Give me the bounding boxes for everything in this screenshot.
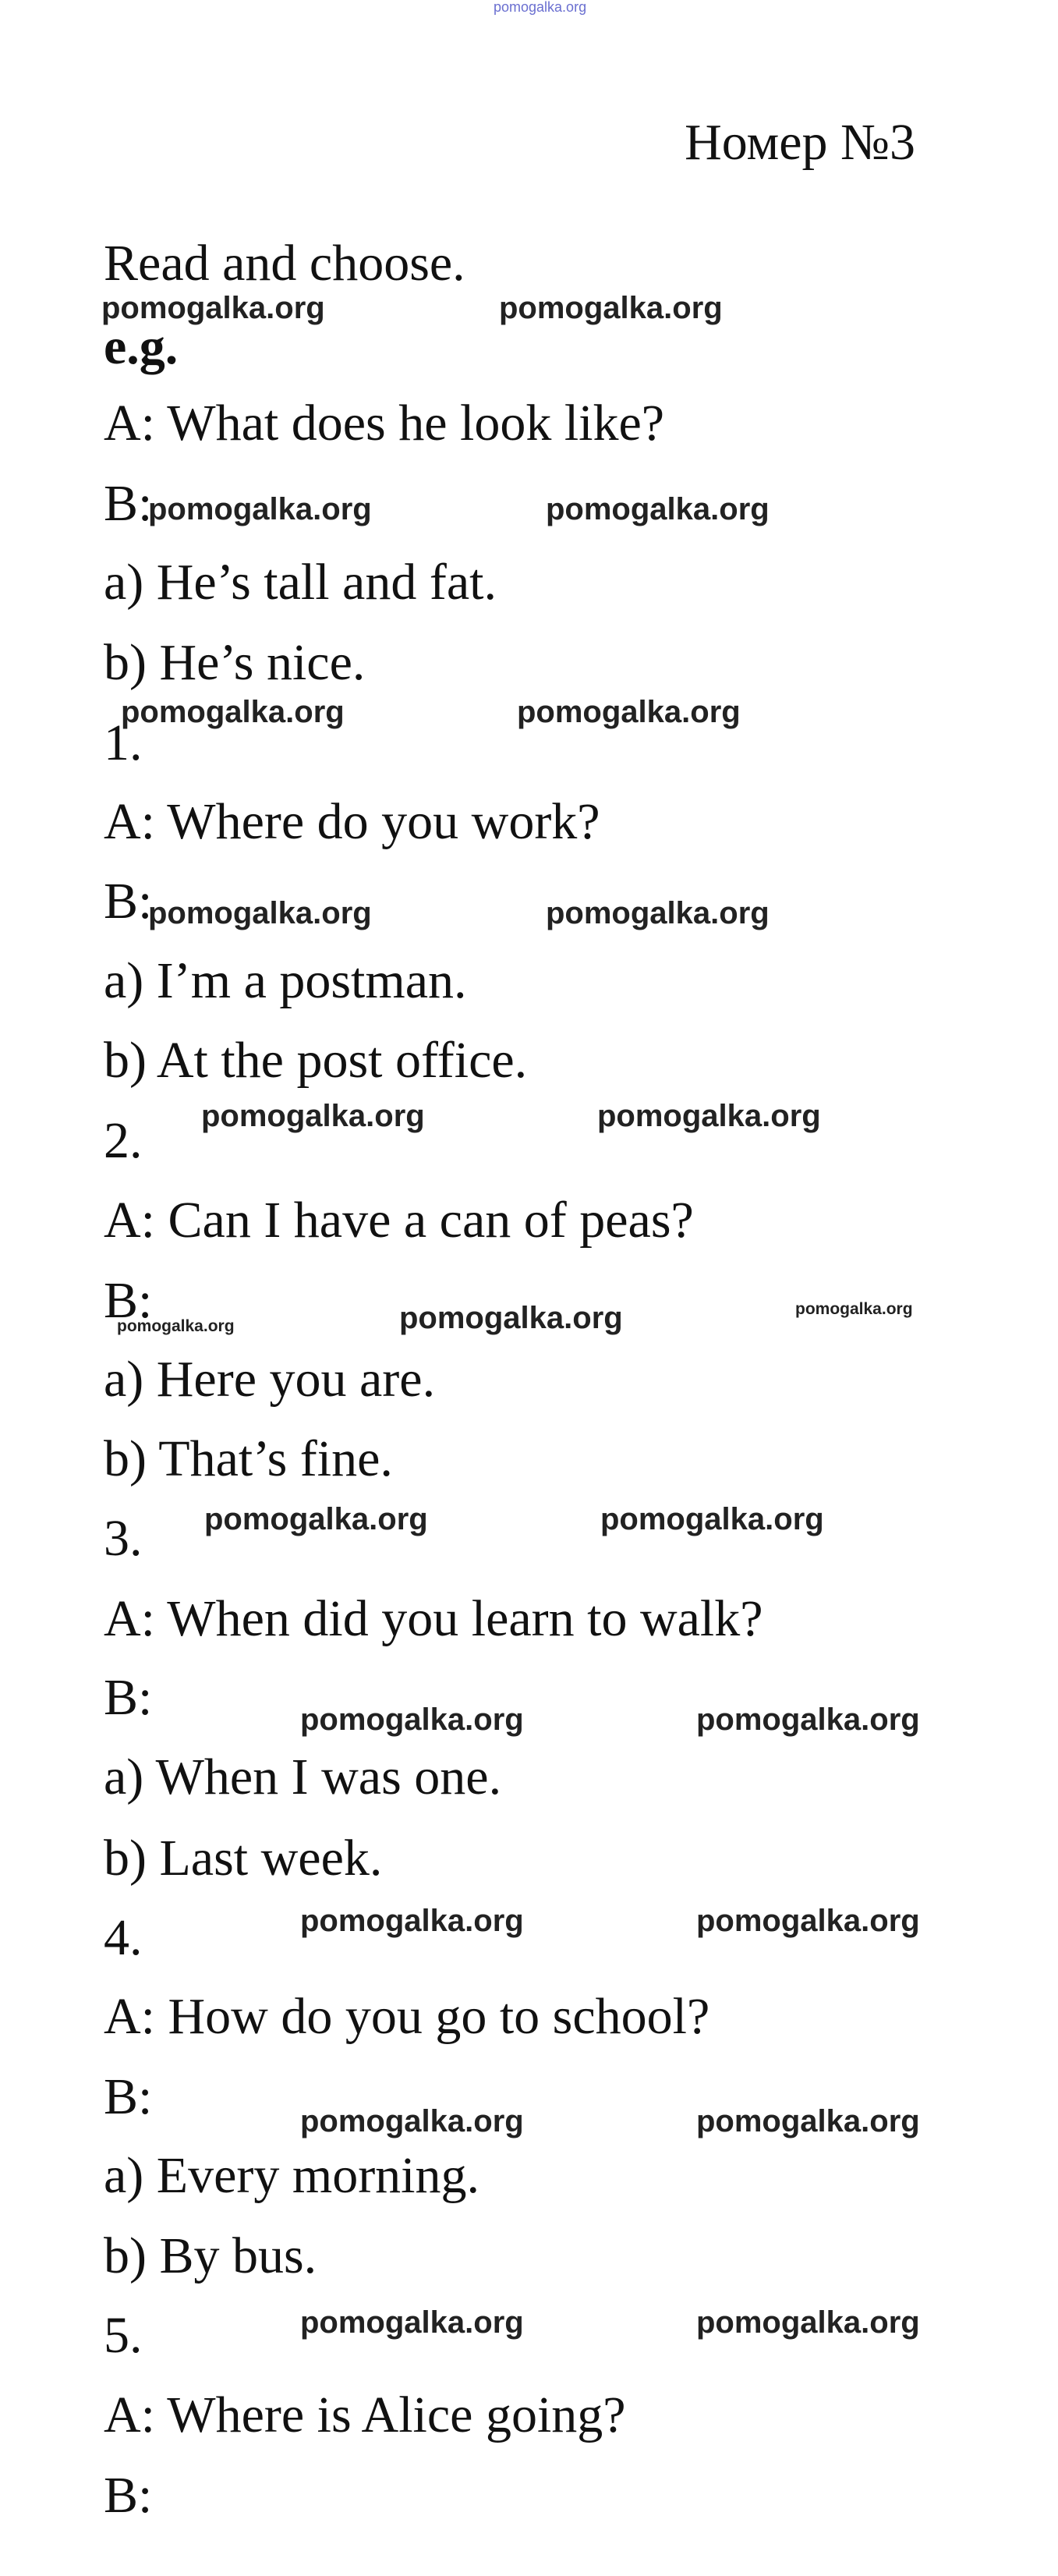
item-3-answer-prompt: B: <box>104 1669 153 1726</box>
item-3-option-a: a) When I was one. <box>104 1749 502 1805</box>
watermark: pomogalka.org <box>546 492 770 526</box>
item-2-option-b: b) That’s fine. <box>104 1430 393 1487</box>
item-4-answer-prompt: B: <box>104 2068 153 2125</box>
item-3-option-b: b) Last week. <box>104 1830 383 1887</box>
watermark: pomogalka.org <box>300 1703 524 1737</box>
watermark: pomogalka.org <box>499 291 723 325</box>
watermark: pomogalka.org <box>696 2305 920 2340</box>
watermark: pomogalka.org <box>600 1502 824 1536</box>
watermark: pomogalka.org <box>546 896 770 930</box>
example-question: A: What does he look like? <box>104 395 665 452</box>
watermark: pomogalka.org <box>300 2104 524 2138</box>
item-3-question: A: When did you learn to walk? <box>104 1590 763 1647</box>
watermark: pomogalka.org <box>148 896 372 930</box>
watermark: pomogalka.org <box>517 695 741 729</box>
watermark: pomogalka.org <box>204 1502 428 1536</box>
item-1-answer-prompt: B: <box>104 873 153 930</box>
example-option-a: a) He’s tall and fat. <box>104 554 497 611</box>
item-2-option-a: a) Here you are. <box>104 1351 436 1408</box>
instruction: Read and choose. <box>104 235 465 292</box>
item-4-question: A: How do you go to school? <box>104 1988 710 2045</box>
item-2-question: A: Can I have a can of peas? <box>104 1192 694 1249</box>
item-4-number: 4. <box>104 1909 143 1966</box>
example-label: e.g. <box>104 318 179 375</box>
watermark: pomogalka.org <box>148 492 372 526</box>
item-2-number: 2. <box>104 1112 143 1169</box>
watermark: pomogalka.org <box>201 1099 425 1133</box>
watermark-top: pomogalka.org <box>494 0 587 15</box>
page-title: Номер №3 <box>685 114 915 171</box>
example-option-b: b) He’s nice. <box>104 634 366 691</box>
watermark: pomogalka.org <box>300 2305 524 2340</box>
example-answer-prompt: B: <box>104 475 153 532</box>
watermark: pomogalka.org <box>121 695 345 729</box>
item-1-option-b: b) At the post office. <box>104 1032 528 1089</box>
watermark: pomogalka.org <box>696 1703 920 1737</box>
item-4-option-a: a) Every morning. <box>104 2147 480 2204</box>
item-2-answer-prompt: B: <box>104 1272 153 1329</box>
watermark: pomogalka.org <box>795 1300 913 1318</box>
item-1-option-a: a) I’m a postman. <box>104 952 467 1009</box>
watermark: pomogalka.org <box>597 1099 821 1133</box>
item-5-question: A: Where is Alice going? <box>104 2386 626 2443</box>
item-1-number: 1. <box>104 714 143 771</box>
watermark: pomogalka.org <box>696 2104 920 2138</box>
watermark: pomogalka.org <box>300 1904 524 1938</box>
item-4-option-b: b) By bus. <box>104 2227 317 2284</box>
watermark: pomogalka.org <box>101 291 325 325</box>
watermark: pomogalka.org <box>399 1301 623 1335</box>
item-1-question: A: Where do you work? <box>104 793 600 850</box>
item-3-number: 3. <box>104 1510 143 1567</box>
item-5-answer-prompt: B: <box>104 2467 153 2524</box>
watermark: pomogalka.org <box>696 1904 920 1938</box>
watermark: pomogalka.org <box>117 1317 235 1335</box>
item-5-number: 5. <box>104 2307 143 2364</box>
